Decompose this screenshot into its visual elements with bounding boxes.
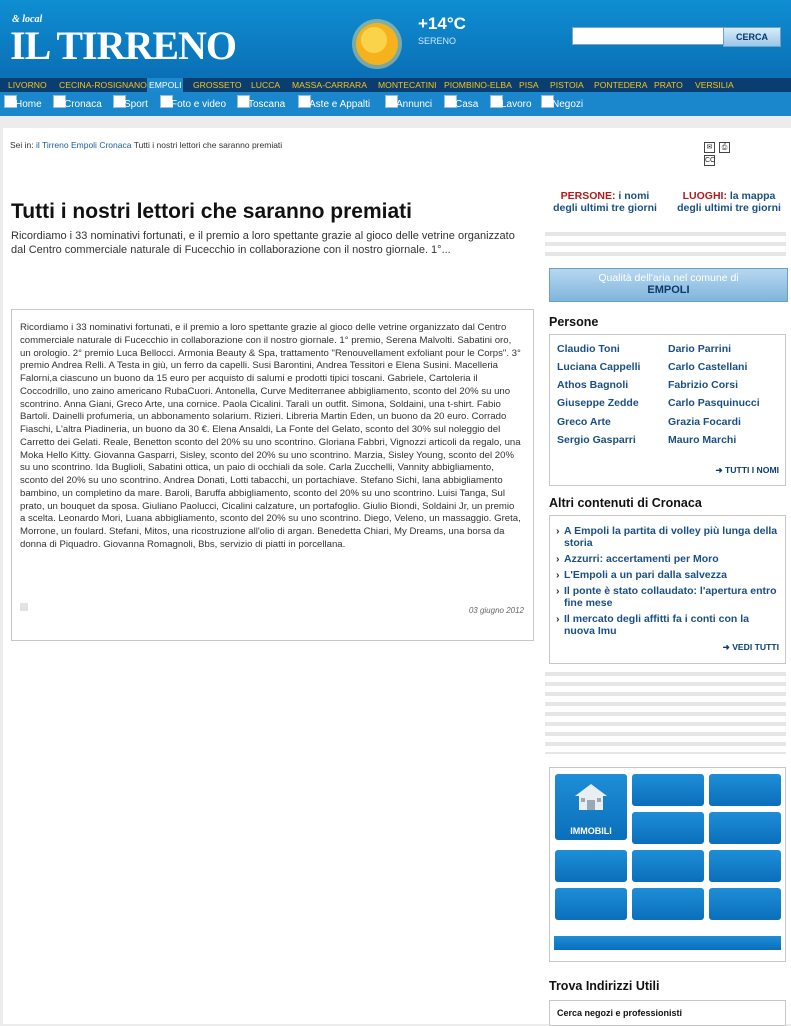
weather-condition: SERENO — [418, 36, 457, 46]
related-article-link[interactable]: › Il mercato degli affitti fa i conti con la nuova Imu — [556, 613, 778, 637]
person-link[interactable]: Greco Arte — [557, 416, 611, 428]
altri-contenuti-box — [549, 515, 786, 664]
air-quality-banner[interactable] — [549, 268, 788, 302]
sun-weather-icon — [347, 16, 407, 72]
city-tab-pistoia[interactable]: PISTOIA — [550, 80, 584, 90]
section-nav: Home Cronaca Sport Foto e video Toscana Aste e Appalti Annunci Casa Lavoro Negozi — [0, 92, 791, 116]
person-link[interactable]: Carlo Castellani — [668, 361, 748, 373]
person-link[interactable]: Carlo Pasquinucci — [668, 397, 760, 409]
air-quality-text: Qualità dell'aria nel comune di — [598, 272, 739, 284]
city-tab-pontedera[interactable]: PONTEDERA — [594, 80, 648, 90]
sidebar-quick-links — [549, 190, 784, 220]
person-link[interactable]: Giuseppe Zedde — [557, 397, 639, 409]
person-link[interactable]: Dario Parrini — [668, 343, 732, 355]
arrow-right-icon: ➜ — [715, 465, 726, 475]
person-link[interactable]: Mauro Marchi — [668, 434, 737, 446]
breadcrumb — [10, 140, 282, 150]
share-icon[interactable] — [20, 603, 28, 611]
person-link[interactable]: Claudio Toni — [557, 343, 620, 355]
air-quality-city: EMPOLI — [647, 284, 690, 296]
cerca-negozi-link[interactable]: Cerca negozi e professionisti — [557, 1008, 683, 1018]
promo-tile[interactable] — [632, 888, 704, 920]
breadcrumb-current: Tutti i nostri lettori che saranno premiati — [133, 140, 283, 150]
city-tab-piombino-elba[interactable]: PIOMBINO-ELBA — [444, 80, 512, 90]
search-input[interactable] — [572, 27, 726, 45]
promo-tile[interactable] — [555, 850, 627, 882]
email-icon[interactable]: ✉ — [704, 142, 715, 153]
city-tab-prato[interactable]: PRATO — [654, 80, 683, 90]
promo-tile[interactable] — [632, 812, 704, 844]
arrow-right-icon: ➜ — [722, 642, 733, 652]
divider — [545, 672, 786, 754]
persone-recent-link[interactable]: PERSONE: i nomi degli ultimi tre giorni — [553, 190, 657, 214]
article-box — [11, 309, 534, 641]
weather-temperature: +14°C — [418, 14, 466, 33]
luoghi-map-link[interactable]: LUOGHI: la mappa degli ultimi tre giorni — [677, 190, 781, 214]
article-lead: Ricordiamo i 33 nominativi fortunati, e il premio a loro spettante grazie al gioco delle vetrine organizzato dal Centro commerciale naturale di Fucecchio in collaborazione con il nostro giornale. 1°... — [11, 230, 515, 256]
city-tab-cecina-rosignano[interactable]: CECINA-ROSIGNANO — [59, 80, 147, 90]
immobili-promo-box — [549, 767, 786, 962]
immobili-tile[interactable] — [555, 774, 627, 840]
promo-tile[interactable] — [632, 850, 704, 882]
promo-tile[interactable] — [709, 850, 781, 882]
breadcrumb-link-tirreno[interactable]: il Tirreno — [36, 140, 69, 150]
site-header — [0, 0, 791, 78]
more-tools-icon[interactable]: CC — [705, 157, 716, 164]
persone-box — [549, 334, 786, 486]
tutti-i-nomi-link[interactable]: ➜ TUTTI I NOMI — [715, 465, 779, 475]
article-tools — [704, 140, 748, 164]
breadcrumb-prefix: Sei in: — [10, 140, 34, 150]
article-date: 03 giugno 2012 — [468, 606, 524, 615]
city-tab-livorno[interactable]: LIVORNO — [8, 80, 47, 90]
city-tab-empoli[interactable]: EMPOLI — [149, 80, 182, 90]
print-icon[interactable]: ⎙ — [719, 142, 730, 153]
persone-heading: Persone — [549, 315, 599, 329]
person-link[interactable]: Sergio Gasparri — [557, 434, 636, 446]
promo-tile[interactable] — [709, 812, 781, 844]
related-article-link[interactable]: › A Empoli la partita di volley più lunga della storia — [556, 525, 778, 549]
person-link[interactable]: Fabrizio Corsi — [668, 379, 739, 391]
promo-tile[interactable] — [709, 888, 781, 920]
city-tab-grosseto[interactable]: GROSSETO — [193, 80, 242, 90]
city-tab-lucca[interactable]: LUCCA — [251, 80, 281, 90]
breadcrumb-link-cronaca[interactable]: Cronaca — [99, 140, 132, 150]
city-nav — [0, 78, 791, 92]
trova-box — [549, 1000, 786, 1026]
city-tab-pisa[interactable]: PISA — [519, 80, 539, 90]
related-article-link[interactable]: › Azzurri: accertamenti per Moro — [556, 553, 778, 565]
altri-contenuti-heading: Altri contenuti di Cronaca — [549, 496, 702, 510]
breadcrumb-link-empoli[interactable]: Empoli — [70, 140, 97, 150]
site-logo[interactable]: IL TIRRENO — [10, 23, 237, 68]
promo-tile[interactable] — [632, 774, 704, 806]
person-link[interactable]: Grazia Focardi — [668, 416, 741, 428]
promo-tile[interactable] — [709, 774, 781, 806]
city-tab-massa-carrara[interactable]: MASSA-CARRARA — [292, 80, 367, 90]
divider — [545, 232, 786, 258]
related-article-link[interactable]: › Il ponte è stato collaudato: l'apertura entro fine mese — [556, 585, 778, 609]
article-body: Ricordiamo i 33 nominativi fortunati, e il premio a loro spettante grazie al gioco delle vetrine organizzato dal Centro commerciale naturale di Fucecchio in collaborazione con il nostro giornale. 1° premio, Serena Malvolti. Sabatini oro, un orologio. 2° premio Luca Bellocci. Armonia Beauty & Spa, trattamento "Renouvellament exfoliant pour le Corps". 3° premio Andrea Relli. A Testa in giù, un ferro da capelli. Susi Barontini, Andrea Tessitori e Elena Susini. Macelleria Falorni,a ciascuno un buono da 15 euro per acquisto di salumi e prodotti tipici toscani. Gabriele, Cartoleria il Coccodrillo, uno zaino americano RubaCuori. Antonella, Curve Mediterranee abbigliamento, sconto del 20% su uno scontrino. Anna Giani, Greco Arte, una cornice. Paola Cicalini. Taralì un outfit. Simona, Soldaini, una t-shirt. Fabio Bartoli. Dainelli profumeria, un abbonamento solarium. Rizieri. Libreria Martin Eden, un buono da 20 euro. Corrado Fiaschi, L'altra Piadineria, un buono da 30 €. Elena Ansaldi, La Fonte del Gelato, sconto del 30% sul noleggio del Carretto dei Gelati. Reale, Benetton sconto del 20% su uno scontrino. Gloriana Fabbri, Vignozzi articoli da regalo, una Moka Hello Kitty. Giovanna Gasparri, Sisley, sconto del 20% su uno scontrino. Marzia, Sisley Young, sconto del 20% su uno scontrino. Ida Buglioli, Sabatini ottica, un paio di occhiali da sole. Carla Zucchelli, Vannity abbigliamento, sconto del 20% su uno scontrino. Andrea Donati, Lotti tabacchi, un portachiave. Stefano Sichi, lana abbigliamento bambino, un completino da mare. Baroli, Baruffa abbigliamento, sconto del 20% su uno scontrino. Luisi Tanga, Sul prato, un bouquet da sposa. Giuliano Paolucci, Cicalini calzature, un portafoglio. Giulio Biondi, Soldaini Jr, un premio a scelta. Leonardo Mori, Luana abbigliamento, sconto del 20% su uno scontrino. Diego, Veleno, un massaggio. Greta, Morrone, un foulard. Stefani, Mitos, una ricostruzione all'olio di argan. Benedetta Chiari, My Dreams, una borsa da donna di Piquadro. Giovanna Romagnoli, Bbs, servizio di piatti in porcellana. — [20, 322, 521, 550]
person-link[interactable]: Athos Bagnoli — [557, 379, 629, 391]
promo-footer-bar — [554, 936, 781, 950]
related-article-link[interactable]: › L'Empoli a un pari dalla salvezza — [556, 569, 778, 581]
local-tag: & local — [12, 14, 43, 25]
vedi-tutti-link[interactable]: ➜ VEDI TUTTI — [722, 642, 779, 652]
house-icon — [573, 782, 609, 812]
search-button[interactable]: CERCA — [723, 27, 781, 47]
city-tab-versilia[interactable]: VERSILIA — [695, 80, 734, 90]
person-link[interactable]: Luciana Cappelli — [557, 361, 641, 373]
immobili-label: IMMOBILI — [570, 826, 612, 836]
promo-tile[interactable] — [555, 888, 627, 920]
trova-heading: Trova Indirizzi Utili — [549, 979, 660, 993]
article-title: Tutti i nostri lettori che saranno premiati — [11, 200, 412, 223]
city-tab-montecatini[interactable]: MONTECATINI — [378, 80, 437, 90]
